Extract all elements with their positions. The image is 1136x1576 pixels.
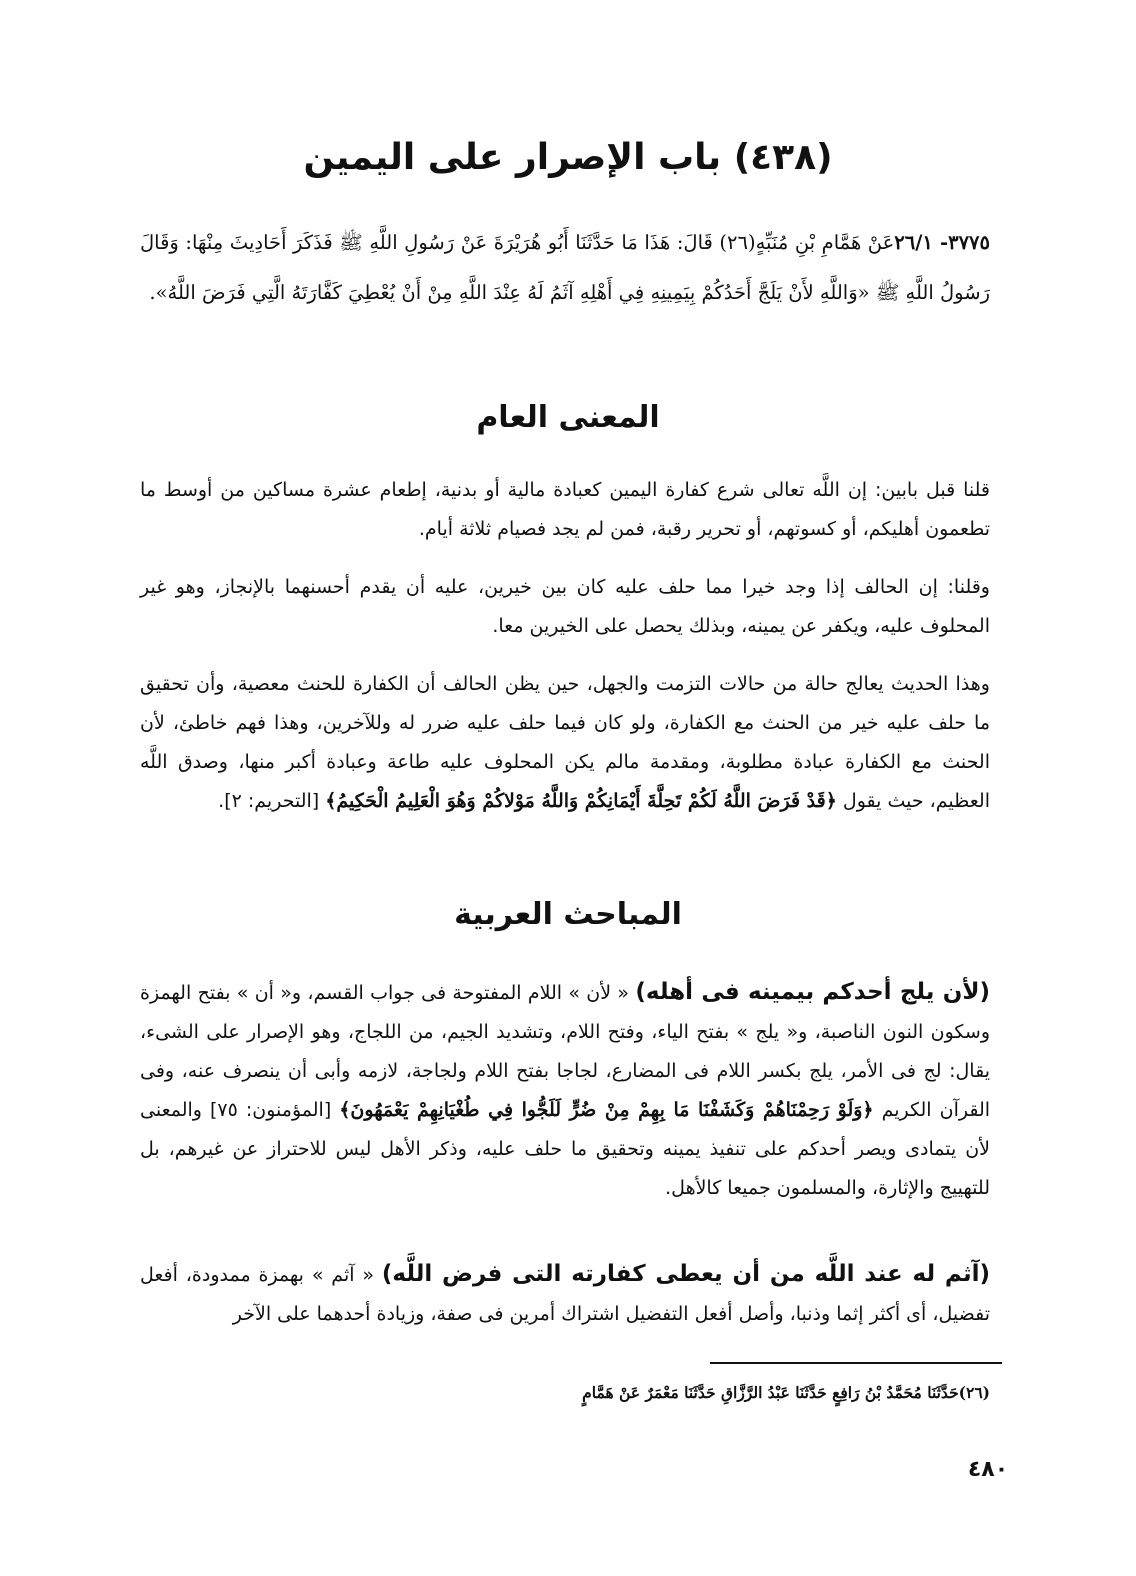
meaning-paragraph-3 — [140, 665, 990, 821]
footnote-divider — [710, 1362, 1002, 1364]
section-title-general-meaning: المعنى العام — [476, 400, 660, 435]
linguistic-paragraph-1 — [140, 973, 990, 1208]
quran-verse-muminun: ﴿وَلَوْ رَحِمْنَاهُمْ وَكَشَفْنَا مَا بِهِمْ مِنْ ضُرٍّ لَلَجُّوا فِي طُغْيَانِهِمْ يَعْمَهُونَ﴾ — [339, 1099, 874, 1121]
meaning-paragraph-1: قلنا قبل بابين: إن اللَّه تعالى شرع كفارة اليمين كعبادة مالية أو بدنية، إطعام عشرة مساكين من أوسط ما تطعمون أهليكم، أو كسوتهم، أو تحرير رقبة، فمن لم يجد فصيام ثلاثة أيام. — [140, 479, 990, 540]
linguistic-paragraph-2-text: « آثم » بهمزة ممدودة، أفعل تفضيل، أى أكثر إثما وذنبا، وأصل أفعل التفضيل اشتراك أمرين فى صفة، وزيادة أحدهما على الآخر — [140, 1264, 990, 1325]
meaning-paragraph-2: وقلنا: إن الحالف إذا وجد خيرا مما حلف عليه كان بين خيرين، عليه أن يقدم أحسنهما بالإنجاز، وهو غير المحلوف عليه، ويكفر عن يمينه، وبذلك يحصل على الخيرين معا. — [140, 576, 990, 637]
linguistic-paragraph-1-text-2: [المؤمنون: ٧٥] والمعنى لأن يتمادى ويصر أحدكم على تنفيذ يمينه وتحقيق ما حلف عليه، وذكر الأهل ليس للاحتراز عن غيرهم، بل للتهييج والإثارة، والمسلمون جميعا كالأهل. — [140, 1099, 990, 1199]
section-title-linguistic: المباحث العربية — [454, 897, 682, 932]
linguistic-paragraph-2 — [140, 1255, 990, 1334]
quran-reference-tahrim: [التحريم: ٢]. — [218, 790, 320, 812]
hadith-narrator: عَنْ هَمَّامِ بْنِ مُنَبِّهٍ(٢٦) قَالَ: هَذَا مَا حَدَّثَنَا أَبُو هُرَيْرَةَ عَنْ رَسُولِ اللَّهِ ﷺ فَذَكَرَ أَحَادِيثَ مِنْهَا: وَقَالَ رَسُولُ اللَّهِ ﷺ — [140, 231, 990, 304]
hadith-paragraph — [140, 218, 990, 318]
linguistic-paragraph-1-text: « لأن » اللام المفتوحة فى جواب القسم، و« أن » بفتح الهمزة وسكون النون الناصبة، و« يلج » بفتح الياء، وفتح اللام، وتشديد الجيم، من اللجاج، وهو الإصرار على الشىء، يقال: لج فى الأمر، يلج بكسر اللام فى المضارع، لجاجا بفتح اللام ولجاجة، لازمه وأبى أن ينصرف عنه، وفى القرآن الكريم — [140, 982, 991, 1121]
hadith-number: ٣٧٧٥- ٢٦/١ — [894, 231, 991, 254]
hadith-text: «وَاللَّهِ لأَنْ يَلَجَّ أَحَدُكُمْ بِيَمِينِهِ فِي أَهْلِهِ آثَمُ لَهُ عِنْدَ اللَّهِ مِنْ أَنْ يُعْطِيَ كَفَّارَتَهُ الَّتِي فَرَضَ اللَّهُ». — [149, 281, 870, 304]
meaning-paragraph-3-text: وهذا الحديث يعالج حالة من حالات التزمت والجهل، حين يظن الحالف أن الكفارة للحنث معصية، وأن تحقيق ما حلف عليه خير من الحنث مع الكفارة، ولو كان فيما حلف عليه ضرر له وللآخرين، وهذا فهم خاطئ، لأن الحنث مع الكفارة عبادة مطلوبة، ومقدمة مالم يكن المحلوف عليه طاعة وعبادة أكبر منها، وصدق اللَّه العظيم، حيث يقول — [140, 673, 990, 812]
page-number: ٤٨٠ — [967, 1457, 1009, 1482]
lemma-yalij: (لأن يلج أحدكم بيمينه فى أهله) — [635, 979, 990, 1005]
footnote: (٢٦)حَدَّثَنَا مُحَمَّدُ بْنُ رَافِعٍ حَدَّثَنَا عَبْدُ الرَّزَّاقِ حَدَّثَنَا مَعْمَرٌ عَنْ هَمَّامٍ — [582, 1383, 990, 1402]
chapter-title: (٤٣٨) باب الإصرار على اليمين — [303, 137, 833, 178]
lemma-athim: (آثم له عند اللَّه من أن يعطى كفارته التى فرض اللَّه) — [381, 1261, 990, 1287]
quran-verse-tahrim: ﴿قَدْ فَرَضَ اللَّهُ لَكُمْ تَحِلَّةَ أَيْمَانِكُمْ وَاللَّهُ مَوْلاكُمْ وَهُوَ الْعَلِيمُ الْحَكِيمُ﴾ — [325, 790, 837, 812]
